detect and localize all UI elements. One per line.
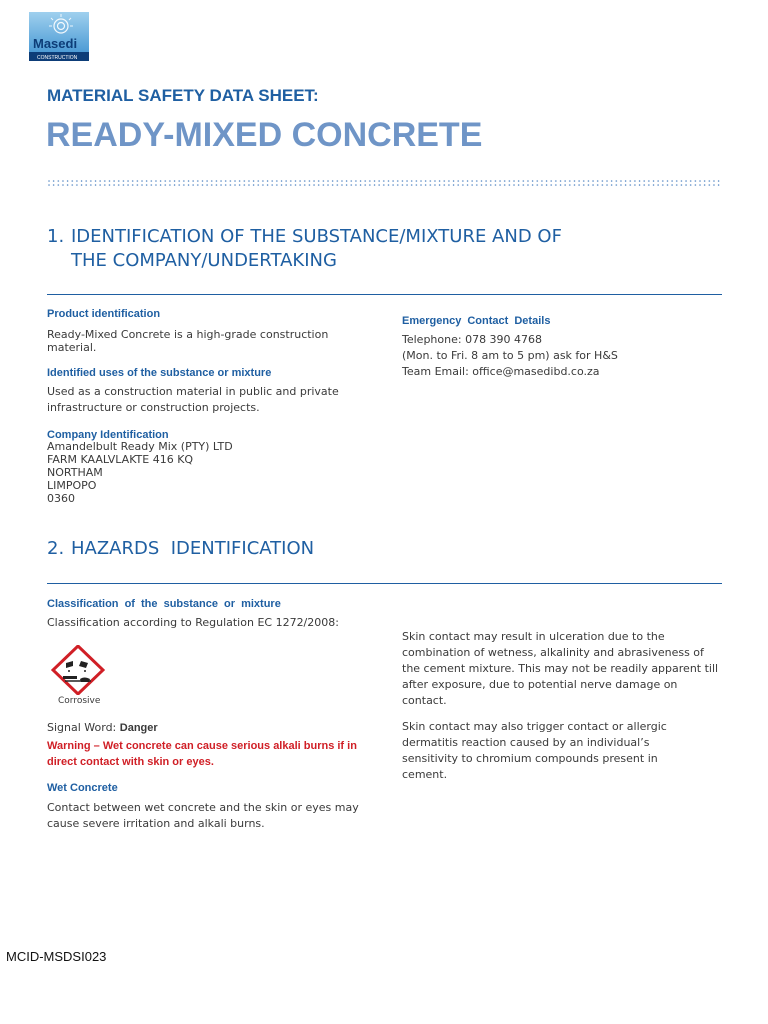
section-2-rule bbox=[47, 583, 722, 584]
emergency-hours: (Mon. to Fri. 8 am to 5 pm) ask for H&S bbox=[402, 349, 618, 362]
product-identification-label: Product identification bbox=[47, 308, 161, 320]
signal-word-value: Danger bbox=[119, 722, 158, 734]
document-subtitle: MATERIAL SAFETY DATA SHEET: bbox=[47, 86, 319, 105]
company-town: NORTHAM bbox=[47, 466, 103, 479]
pictogram-caption: Corrosive bbox=[58, 696, 101, 706]
company-province: LIMPOPO bbox=[47, 479, 97, 492]
company-farm: FARM KAALVLAKTE 416 KQ bbox=[47, 453, 194, 466]
section-1-number: 1. bbox=[47, 226, 65, 247]
section-1-title-line2: THE COMPANY/UNDERTAKING bbox=[71, 250, 337, 271]
document-title: READY-MIXED CONCRETE bbox=[46, 116, 483, 154]
classification-text: Classification according to Regulation EC 1272/2008: bbox=[47, 616, 339, 629]
section-1-title-line1: IDENTIFICATION OF THE SUBSTANCE/MIXTURE AND OF bbox=[71, 226, 562, 247]
warning-text: Warning – Wet concrete can cause serious alkali burns if in direct contact with skin or eyes. bbox=[47, 740, 357, 768]
logo-text: Masedi bbox=[33, 36, 78, 51]
classification-label: Classification of the substance or mixture bbox=[47, 598, 281, 610]
company-name: Amandelbult Ready Mix (PTY) LTD bbox=[47, 440, 233, 453]
emergency-telephone: Telephone: 078 390 4768 bbox=[402, 333, 543, 346]
identified-uses-text: Used as a construction material in public and private infrastructure or construction projects. bbox=[47, 385, 339, 414]
corrosive-pictogram bbox=[51, 645, 105, 697]
signal-word bbox=[47, 721, 158, 735]
corrosive-icon bbox=[51, 645, 105, 695]
skin-contact-paragraph-1: Skin contact may result in ulceration due to the combination of wetness, alkalinity and abrasiveness of the cement mixture. This may not be readily apparent till after exposure, due to potential nerve damage on contact. bbox=[402, 630, 719, 707]
section-1-heading bbox=[47, 225, 562, 273]
dotted-divider bbox=[48, 178, 720, 190]
logo-subtext: CONSTRUCTION bbox=[37, 55, 78, 61]
document-id: MCID-MSDSI023 bbox=[6, 949, 107, 964]
company-logo bbox=[29, 12, 89, 61]
identified-uses-label: Identified uses of the substance or mixture bbox=[47, 367, 272, 379]
emergency-contact-label: Emergency Contact Details bbox=[402, 315, 551, 327]
emergency-contact-details bbox=[402, 332, 618, 380]
company-postcode: 0360 bbox=[47, 492, 75, 505]
skin-contact-paragraph-2: Skin contact may also trigger contact or allergic dermatitis reaction caused by an individual’s sensitivity to chromium compounds present in cement. bbox=[402, 720, 667, 781]
section-2-title: HAZARDS IDENTIFICATION bbox=[71, 538, 315, 559]
section-2-number: 2. bbox=[47, 538, 65, 559]
company-address bbox=[47, 440, 233, 505]
emergency-email: Team Email: office@masedibd.co.za bbox=[402, 365, 600, 378]
product-identification-text: Ready-Mixed Concrete is a high-grade construction material. bbox=[47, 328, 329, 354]
wet-concrete-label: Wet Concrete bbox=[47, 782, 118, 794]
signal-word-label: Signal Word: bbox=[47, 721, 117, 734]
section-1-rule bbox=[47, 294, 722, 295]
section-2-heading bbox=[47, 537, 314, 561]
company-identification-label: Company Identification bbox=[47, 429, 169, 441]
wet-concrete-text: Contact between wet concrete and the skin or eyes may cause severe irritation and alkali burns. bbox=[47, 801, 359, 830]
